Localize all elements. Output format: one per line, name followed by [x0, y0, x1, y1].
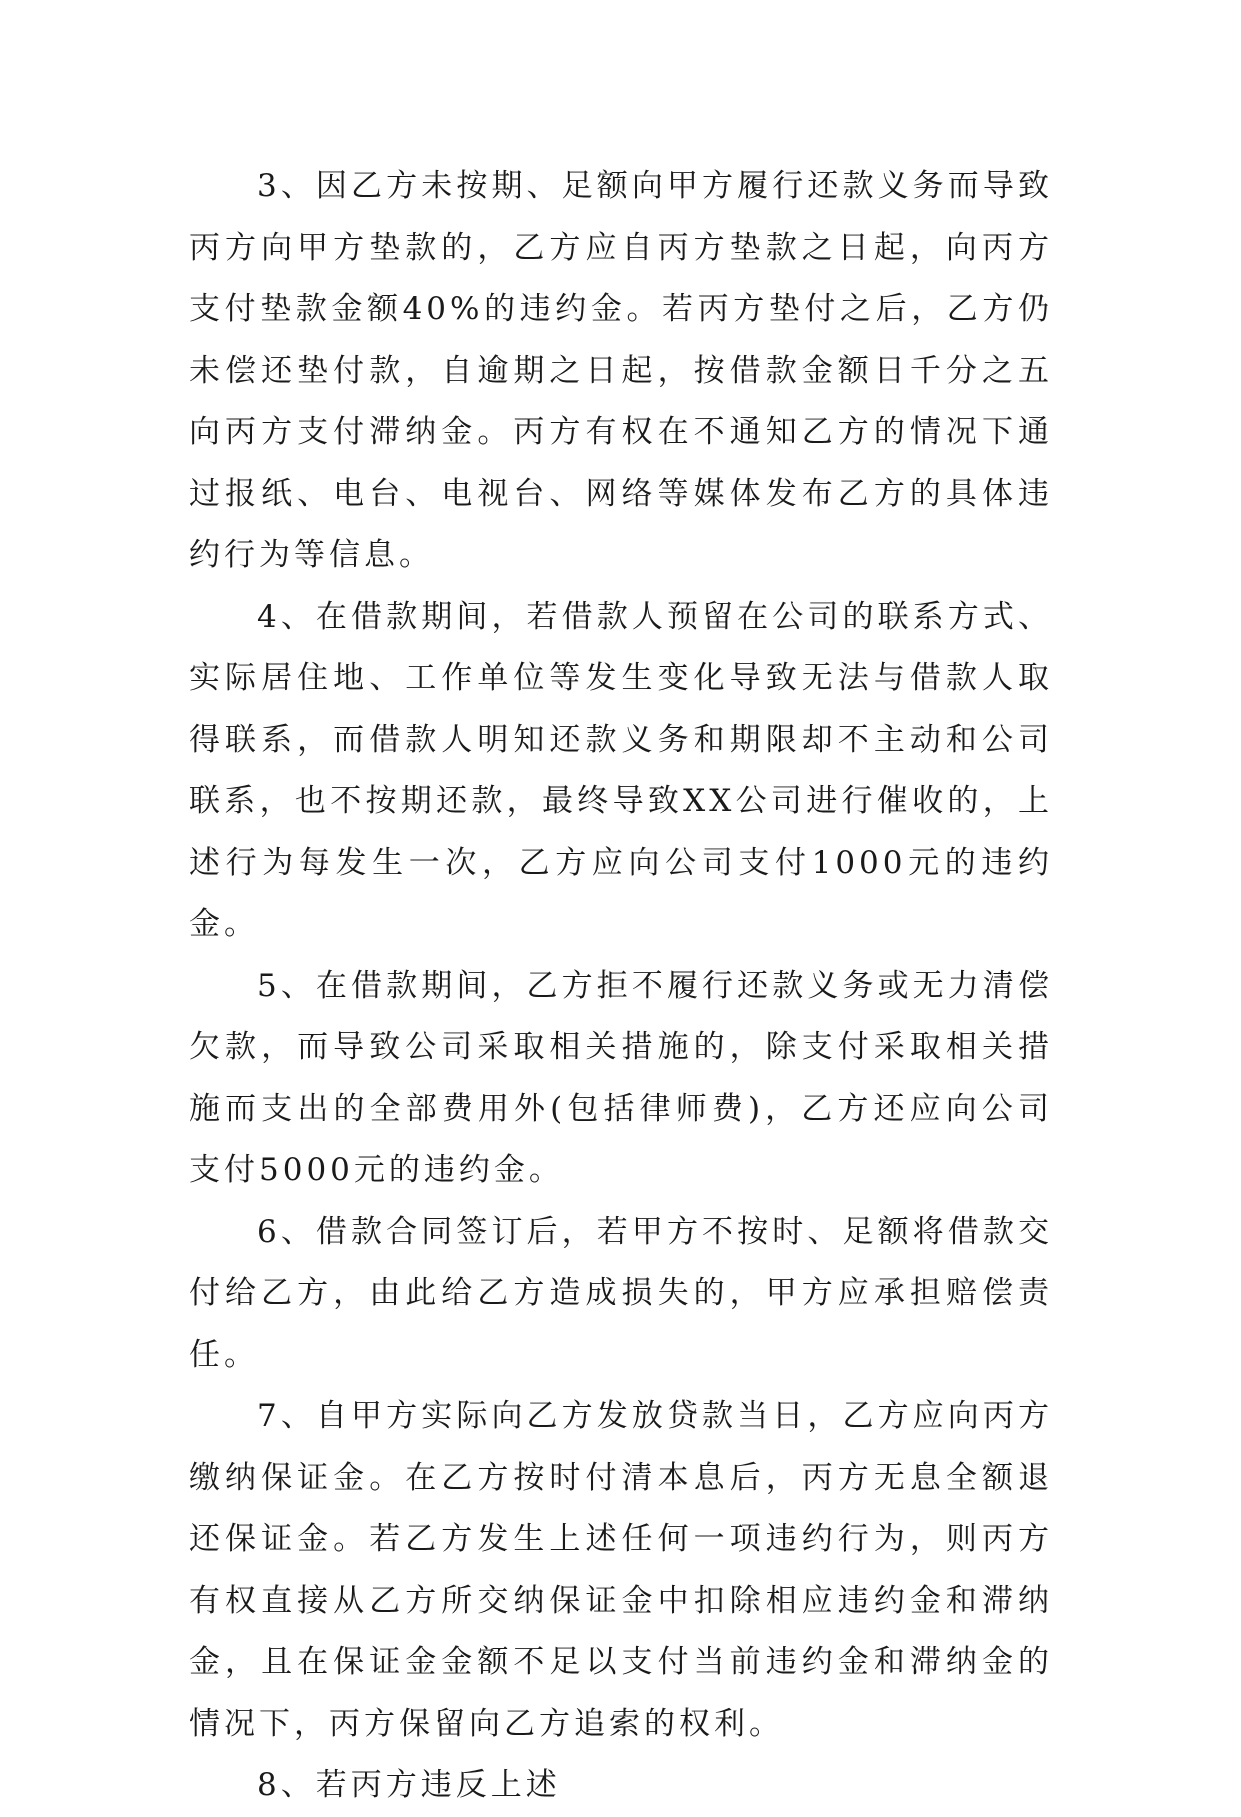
paragraph-clause-6: 6、借款合同签订后，若甲方不按时、足额将借款交付给乙方，由此给乙方造成损失的，甲方应承担赔偿责任。: [189, 1213, 1053, 1373]
paragraph-clause-4: 4、在借款期间，若借款人预留在公司的联系方式、实际居住地、工作单位等发生变化导致无法与借款人取得联系，而借款人明知还款义务和期限却不主动和公司联系，也不按期还款，最终导致XX公司进行催收的，上述行为每发生一次，乙方应向公司支付1000元的违约金。: [189, 598, 1053, 942]
document-body: [189, 156, 1053, 1817]
paragraph-clause-8: 8、若丙方违反上述: [257, 1767, 561, 1803]
paragraph-clause-7: 7、自甲方实际向乙方发放贷款当日，乙方应向丙方缴纳保证金。在乙方按时付清本息后，丙方无息全额退还保证金。若乙方发生上述任何一项违约行为，则丙方有权直接从乙方所交纳保证金中扣除相应违约金和滞纳金，且在保证金金额不足以支付当前违约金和滞纳金的情况下，丙方保留向乙方追索的权利。: [189, 1398, 1053, 1742]
paragraph-clause-5: 5、在借款期间，乙方拒不履行还款义务或无力清偿欠款，而导致公司采取相关措施的，除支付采取相关措施而支出的全部费用外(包括律师费)，乙方还应向公司支付5000元的违约金。: [189, 967, 1053, 1188]
paragraph-clause-3: 3、因乙方未按期、足额向甲方履行还款义务而导致丙方向甲方垫款的，乙方应自丙方垫款之日起，向丙方支付垫款金额40%的违约金。若丙方垫付之后，乙方仍未偿还垫付款，自逾期之日起，按借款金额日千分之五向丙方支付滞纳金。丙方有权在不通知乙方的情况下通过报纸、电台、电视台、网络等媒体发布乙方的具体违约行为等信息。: [189, 168, 1053, 573]
